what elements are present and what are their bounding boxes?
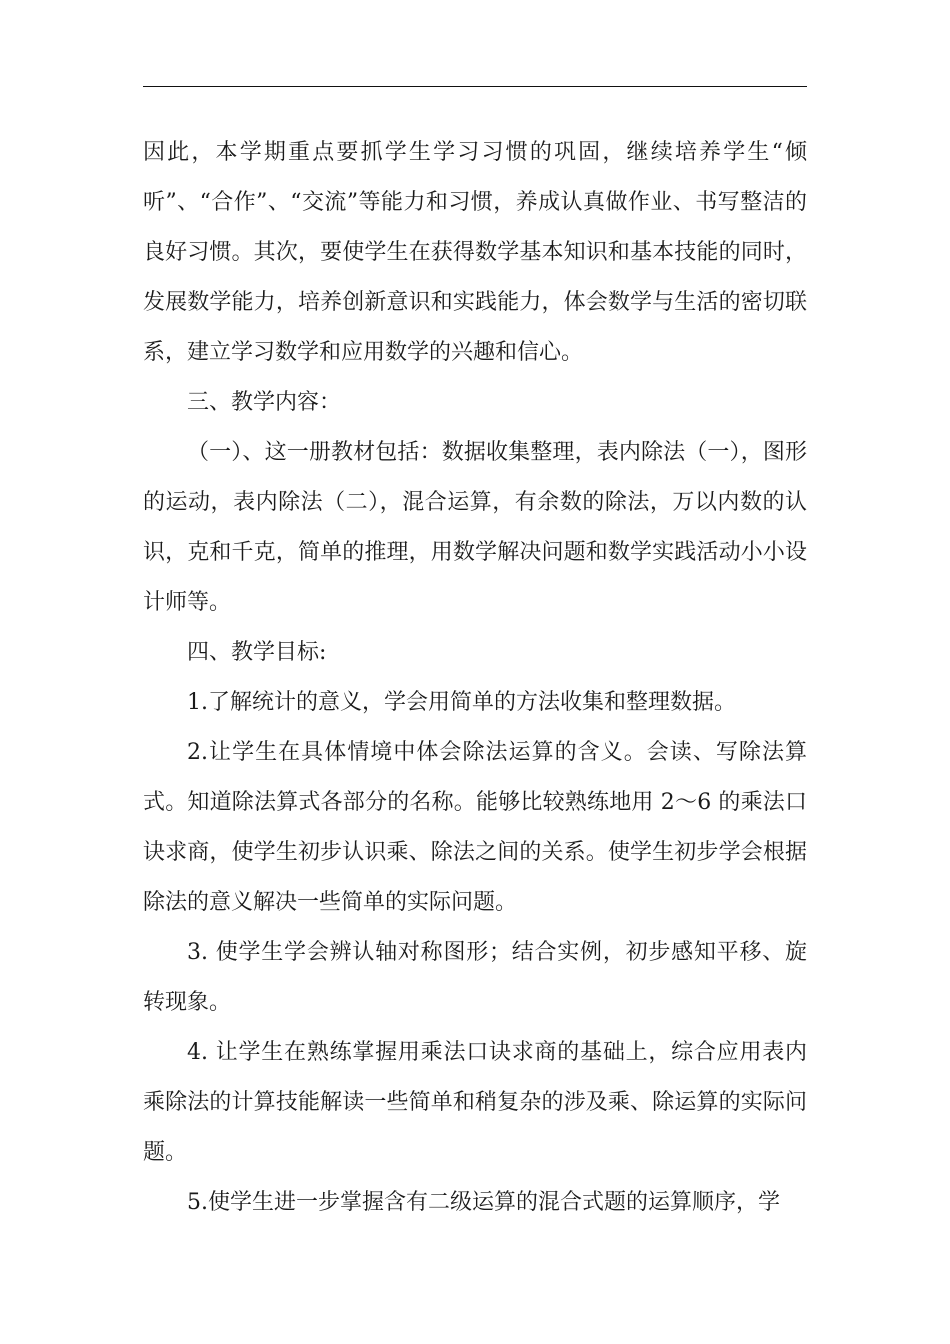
heading-teaching-content: 三、教学内容： xyxy=(187,390,342,415)
paragraph-textbook-contents: （一）、这一册教材包括：数据收集整理，表内除法（一），图形的运动，表内除法（二），混合运算，有余数的除法，万以内数的认识，克和千克，简单的推理，用数学解决问题和数学实践活动小小设计师等。 xyxy=(143,440,807,615)
header-divider xyxy=(143,86,807,87)
document-body xyxy=(143,128,807,1228)
goal-item-1: 1.了解统计的意义，学会用简单的方法收集和整理数据。 xyxy=(187,690,736,715)
paragraph-habits: 因此，本学期重点要抓学生学习习惯的巩固，继续培养学生“倾听”、“合作”、“交流”等能力和习惯，养成认真做作业、书写整洁的良好习惯。其次，要使学生在获得数学基本知识和基本技能的同时，发展数学能力，培养创新意识和实践能力，体会数学与生活的密切联系，建立学习数学和应用数学的兴趣和信心。 xyxy=(143,140,807,365)
heading-teaching-goals: 四、教学目标: xyxy=(187,640,327,665)
goal-item-2: 2.让学生在具体情境中体会除法运算的含义。会读、写除法算式。知道除法算式各部分的名称。能够比较熟练地用 2～6 的乘法口诀求商，使学生初步认识乘、除法之间的关系。使学生初步学会根据除法的意义解决一些简单的实际问题。 xyxy=(143,740,807,915)
goal-item-5: 5.使学生进一步掌握含有二级运算的混合式题的运算顺序，学 xyxy=(187,1190,780,1215)
goal-item-4: 4. 让学生在熟练掌握用乘法口诀求商的基础上，综合应用表内乘除法的计算技能解读一些简单和稍复杂的涉及乘、除运算的实际问题。 xyxy=(143,1040,807,1165)
goal-item-3: 3. 使学生学会辨认轴对称图形；结合实例，初步感知平移、旋转现象。 xyxy=(143,940,807,1015)
